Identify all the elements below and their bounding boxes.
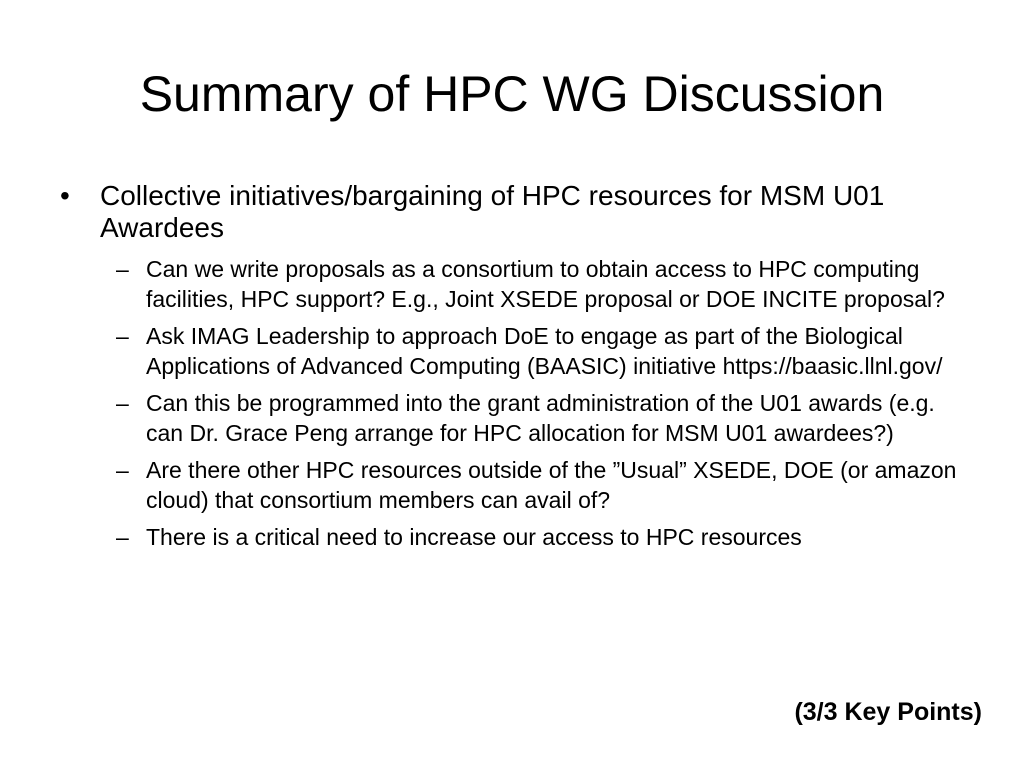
sub-bullet-marker: – xyxy=(116,256,129,282)
bullet-marker: • xyxy=(60,180,70,211)
sub-bullet-marker: – xyxy=(116,323,129,349)
sub-bullet-list xyxy=(116,254,960,552)
sub-bullet-item xyxy=(116,321,960,381)
sub-bullet-text: There is a critical need to increase our access to HPC resources xyxy=(146,524,802,550)
sub-bullet-text: Are there other HPC resources outside of the ”Usual” XSEDE, DOE (or amazon cloud) that consortium members can avail of? xyxy=(146,457,957,513)
key-points-note: (3/3 Key Points) xyxy=(794,698,982,726)
sub-bullet-text: Ask IMAG Leadership to approach DoE to engage as part of the Biological Applications of Advanced Computing (BAASIC) initiative https://baasic.llnl.gov/ xyxy=(146,323,943,379)
sub-bullet-item xyxy=(116,455,960,515)
sub-bullet-item xyxy=(116,388,960,448)
sub-bullet-text: Can this be programmed into the grant administration of the U01 awards (e.g. can Dr. Grace Peng arrange for HPC allocation for MSM U01 awardees?) xyxy=(146,390,935,446)
bullet-item xyxy=(60,180,960,244)
bullet-text: Collective initiatives/bargaining of HPC resources for MSM U01 Awardees xyxy=(100,180,885,243)
sub-bullet-item xyxy=(116,254,960,314)
sub-bullet-marker: – xyxy=(116,457,129,483)
slide-title: Summary of HPC WG Discussion xyxy=(139,66,885,122)
slide-content xyxy=(60,180,960,559)
sub-bullet-text: Can we write proposals as a consortium to obtain access to HPC computing facilities, HPC support? E.g., Joint XSEDE proposal or DOE INCITE proposal? xyxy=(146,256,945,312)
sub-bullet-item xyxy=(116,522,960,552)
sub-bullet-marker: – xyxy=(116,390,129,416)
sub-bullet-marker: – xyxy=(116,524,129,550)
